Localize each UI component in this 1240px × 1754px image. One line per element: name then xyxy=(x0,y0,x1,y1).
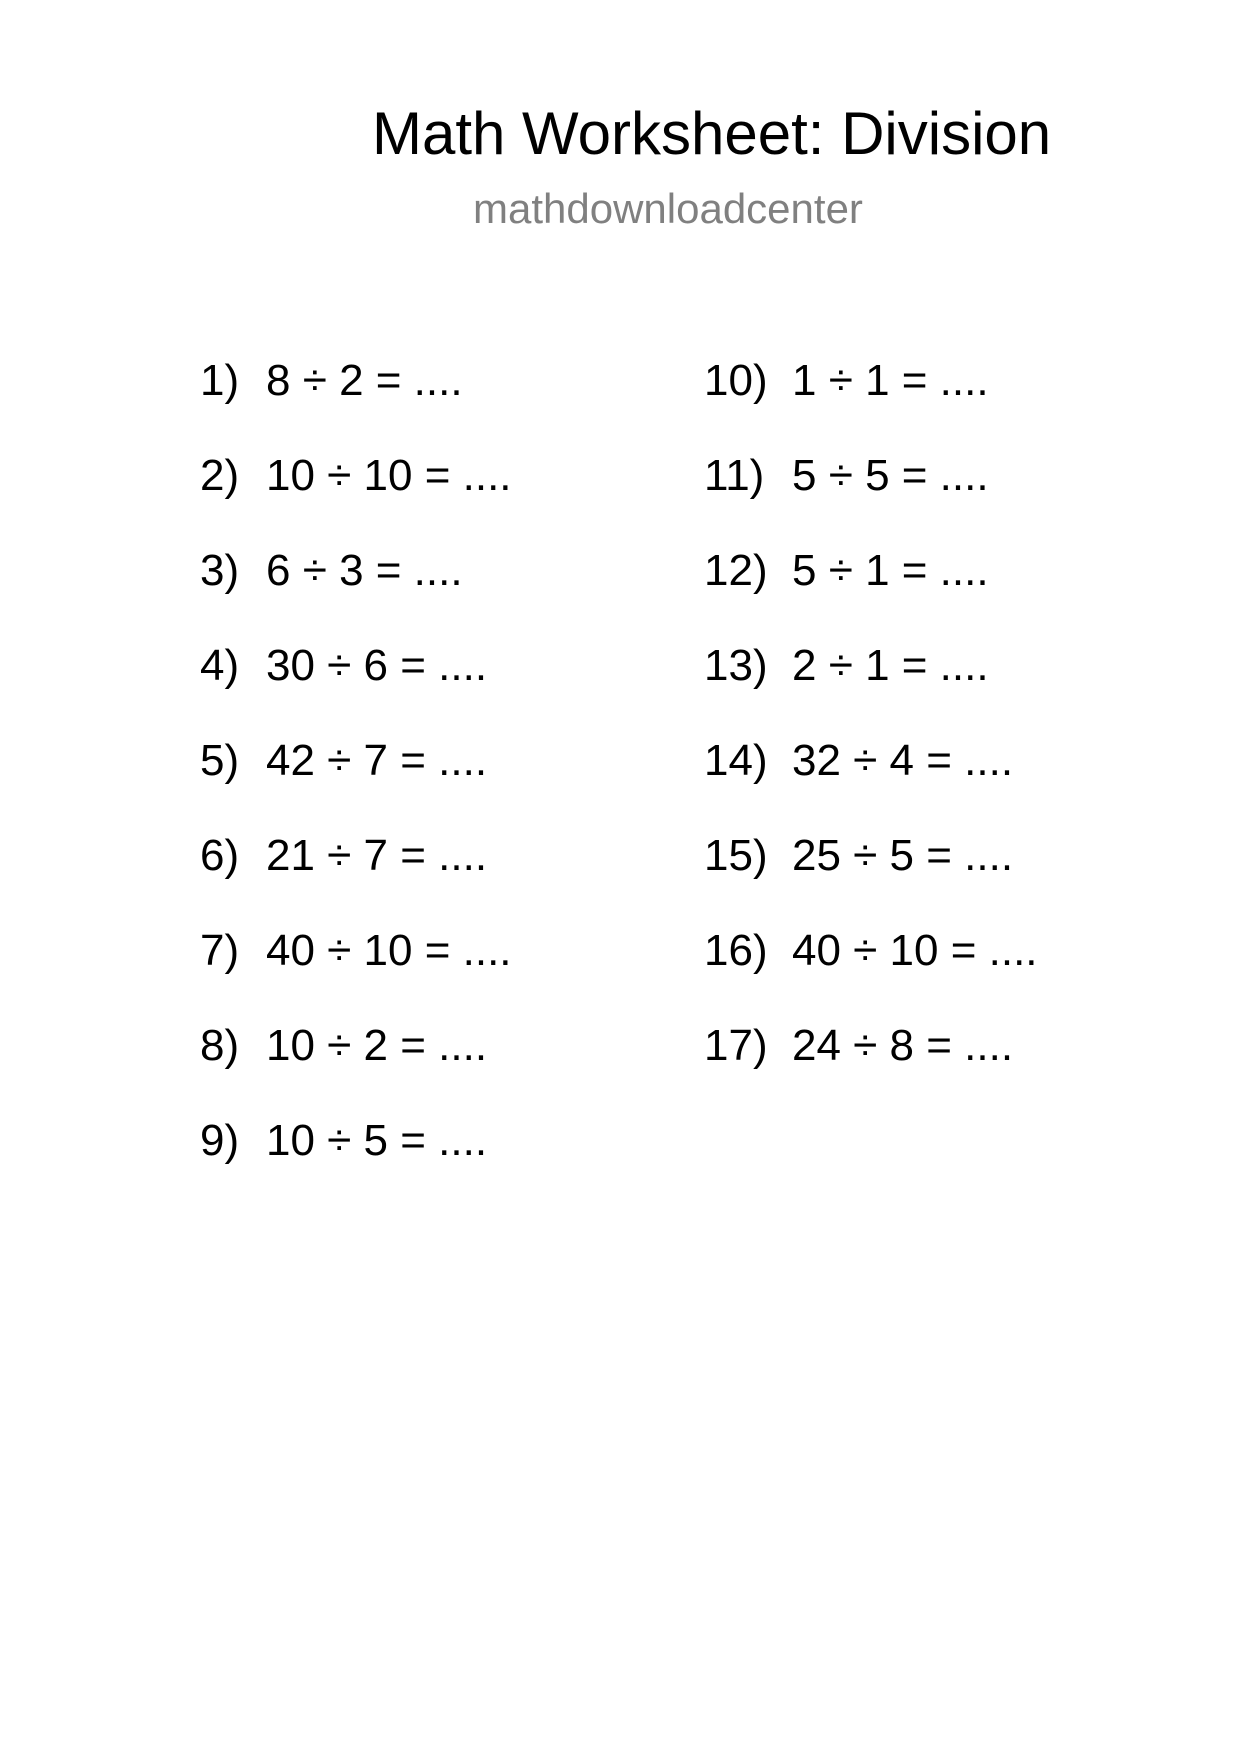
problem-expression: 24 ÷ 8 = .... xyxy=(792,1021,1014,1070)
problem-expression: 6 ÷ 3 = .... xyxy=(266,546,463,595)
problem-number: 12) xyxy=(704,546,768,595)
problem-expression: 10 ÷ 2 = .... xyxy=(266,1021,488,1070)
problem-expression: 25 ÷ 5 = .... xyxy=(792,831,1014,880)
problem-7 xyxy=(200,925,512,1020)
problem-2 xyxy=(200,450,512,545)
problem-number: 11) xyxy=(704,451,765,500)
problems-column-left xyxy=(200,355,512,1210)
problem-number: 7) xyxy=(200,926,240,975)
problem-number: 2) xyxy=(200,451,240,500)
problem-expression: 10 ÷ 5 = .... xyxy=(266,1116,488,1165)
problem-number: 8) xyxy=(200,1021,240,1070)
problem-expression: 10 ÷ 10 = .... xyxy=(266,451,512,500)
page-title: Math Worksheet: Division xyxy=(372,100,1052,167)
problem-16 xyxy=(704,925,1038,1020)
problem-expression: 5 ÷ 5 = .... xyxy=(792,451,989,500)
problem-expression: 40 ÷ 10 = .... xyxy=(792,926,1038,975)
problem-number: 15) xyxy=(704,831,768,880)
problem-expression: 5 ÷ 1 = .... xyxy=(792,546,989,595)
problem-expression: 30 ÷ 6 = .... xyxy=(266,641,488,690)
problem-15 xyxy=(704,830,1038,925)
problem-12 xyxy=(704,545,1038,640)
problem-number: 14) xyxy=(704,736,768,785)
problem-14 xyxy=(704,735,1038,830)
problem-6 xyxy=(200,830,512,925)
problem-5 xyxy=(200,735,512,830)
problem-expression: 32 ÷ 4 = .... xyxy=(792,736,1014,785)
problem-number: 6) xyxy=(200,831,240,880)
problem-17 xyxy=(704,1020,1038,1115)
problem-number: 10) xyxy=(704,356,768,405)
problem-number: 16) xyxy=(704,926,768,975)
problem-number: 13) xyxy=(704,641,768,690)
problem-number: 5) xyxy=(200,736,240,785)
problem-10 xyxy=(704,355,1038,450)
problem-3 xyxy=(200,545,512,640)
problem-expression: 21 ÷ 7 = .... xyxy=(266,831,488,880)
problem-expression: 1 ÷ 1 = .... xyxy=(792,356,989,405)
problem-number: 9) xyxy=(200,1116,240,1165)
problem-expression: 40 ÷ 10 = .... xyxy=(266,926,512,975)
problem-9 xyxy=(200,1115,512,1210)
problem-expression: 2 ÷ 1 = .... xyxy=(792,641,989,690)
problem-number: 4) xyxy=(200,641,240,690)
problem-11 xyxy=(704,450,1038,545)
problem-1 xyxy=(200,355,512,450)
problem-number: 17) xyxy=(704,1021,768,1070)
problem-number: 1) xyxy=(200,356,240,405)
problem-number: 3) xyxy=(200,546,240,595)
problem-expression: 42 ÷ 7 = .... xyxy=(266,736,488,785)
problem-8 xyxy=(200,1020,512,1115)
problem-4 xyxy=(200,640,512,735)
problem-13 xyxy=(704,640,1038,735)
problems-column-right xyxy=(704,355,1038,1115)
problem-expression: 8 ÷ 2 = .... xyxy=(266,356,463,405)
page-subtitle: mathdownloadcenter xyxy=(473,185,863,232)
